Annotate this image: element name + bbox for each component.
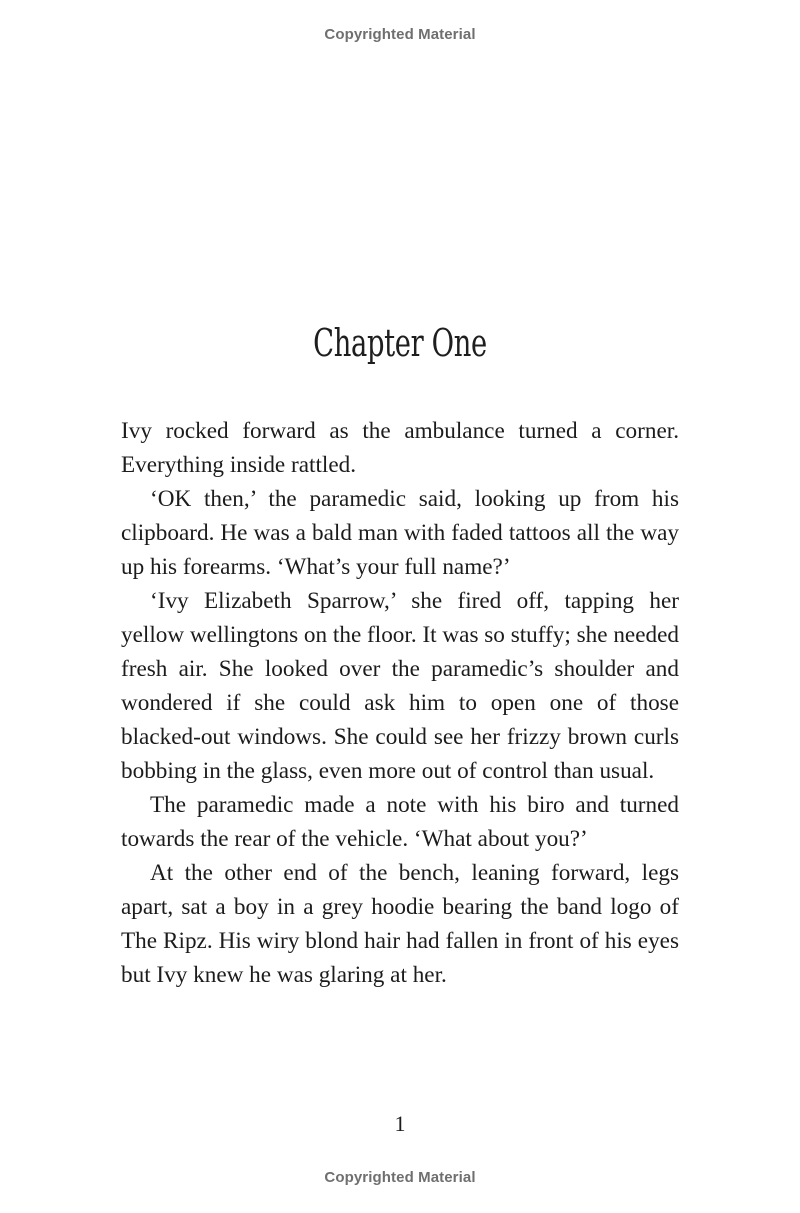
page-number: 1 <box>394 1111 406 1136</box>
copyright-watermark-top: Copyrighted Material <box>324 26 476 43</box>
paragraph: Ivy rocked forward as the ambulance turned a corner. Everything inside rattled. <box>121 418 679 478</box>
paragraph: At the other end of the bench, leaning forward, legs apart, sat a boy in a grey hoodie bearing the band logo of The Ripz. His wiry blond hair had fallen in front of his eyes but Ivy knew he was glaring at her. <box>121 860 679 988</box>
chapter-body <box>121 414 679 992</box>
copyright-watermark-bottom: Copyrighted Material <box>324 1169 476 1186</box>
paragraph: ‘OK then,’ the paramedic said, looking up from his clipboard. He was a bald man with faded tattoos all the way up his forearms. ‘What’s your full name?’ <box>121 486 679 580</box>
chapter-title: Chapter One <box>313 321 487 366</box>
paragraph: ‘Ivy Elizabeth Sparrow,’ she fired off, tapping her yellow wellingtons on the floor. It was so stuffy; she needed fresh air. She looked over the paramedic’s shoulder and wondered if she could ask him to open one of those blacked-out windows. She could see her frizzy brown curls bobbing in the glass, even more out of control than usual. <box>121 588 679 784</box>
paragraph: The paramedic made a note with his biro and turned towards the rear of the vehicle. ‘What about you?’ <box>121 792 679 852</box>
